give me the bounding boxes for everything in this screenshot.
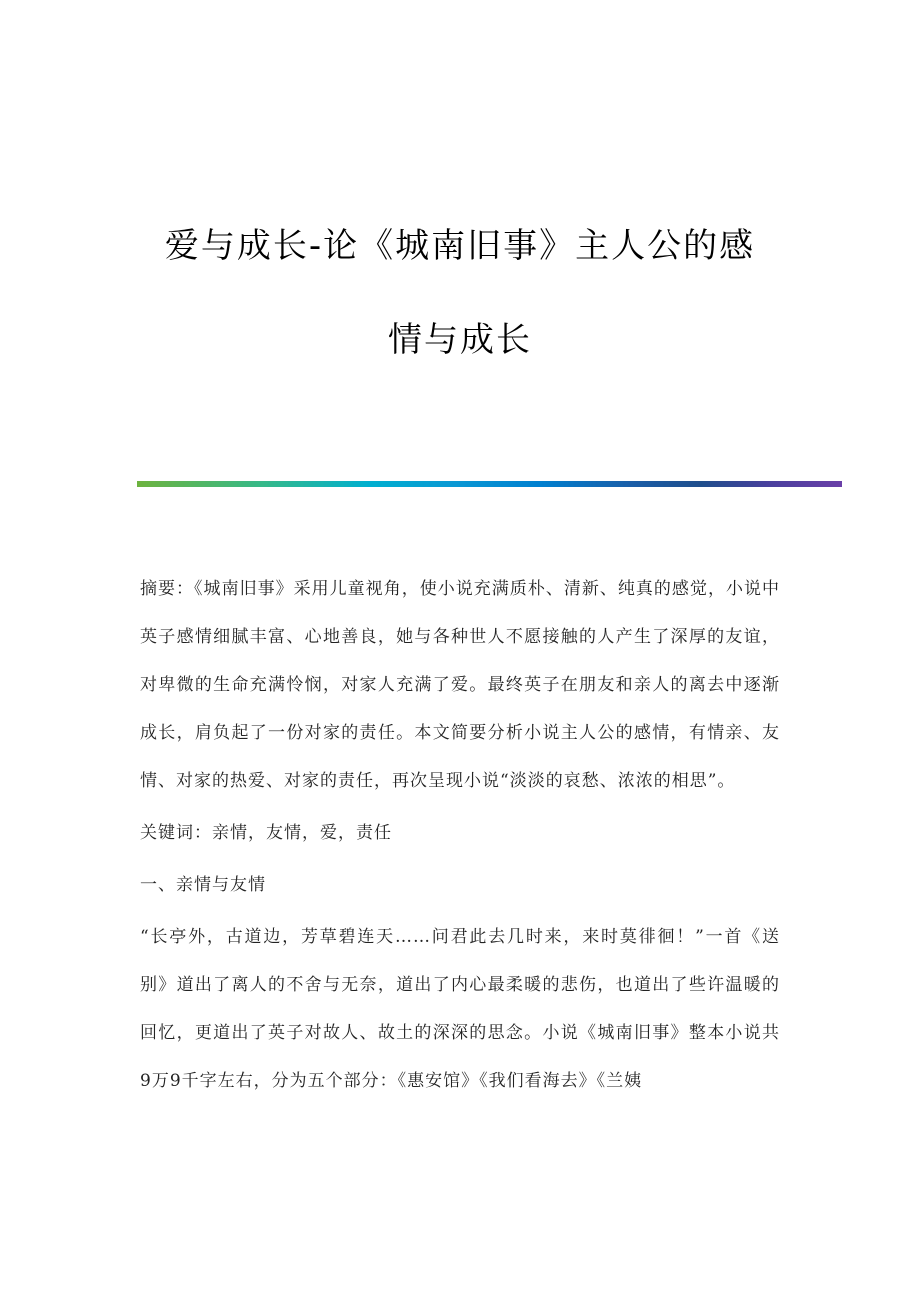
document-body (140, 565, 780, 1105)
document-title-line-1: 爱与成长-论《城南旧事》主人公的感 (164, 226, 756, 266)
body-paragraph: “长亭外，古道边，芳草碧连天……问君此去几时来，来时莫徘徊！”一首《送别》道出了离人的不舍与无奈，道出了内心最柔暖的悲伤，也道出了些许温暖的回忆，更道出了英子对故人、故土的深深的思念。小说《城南旧事》整本小说共9万9千字左右，分为五个部分：《惠安馆》《我们看海去》《兰姨 (140, 927, 780, 1091)
document-title-line-2: 情与成长 (388, 320, 532, 360)
section-heading: 一、亲情与友情 (140, 875, 266, 895)
abstract-paragraph: 摘要：《城南旧事》采用儿童视角，使小说充满质朴、清新、纯真的感觉，小说中英子感情细腻丰富、心地善良，她与各种世人不愿接触的人产生了深厚的友谊，对卑微的生命充满怜悯，对家人充满了爱。最终英子在朋友和亲人的离去中逐渐成长，肩负起了一份对家的责任。本文简要分析小说主人公的感情，有情亲、友情、对家的热爱、对家的责任，再次呈现小说“淡淡的哀愁、浓浓的相思”。 (140, 579, 780, 791)
gradient-divider (137, 481, 842, 487)
keywords-line: 关键词：亲情，友情，爱，责任 (140, 823, 392, 843)
